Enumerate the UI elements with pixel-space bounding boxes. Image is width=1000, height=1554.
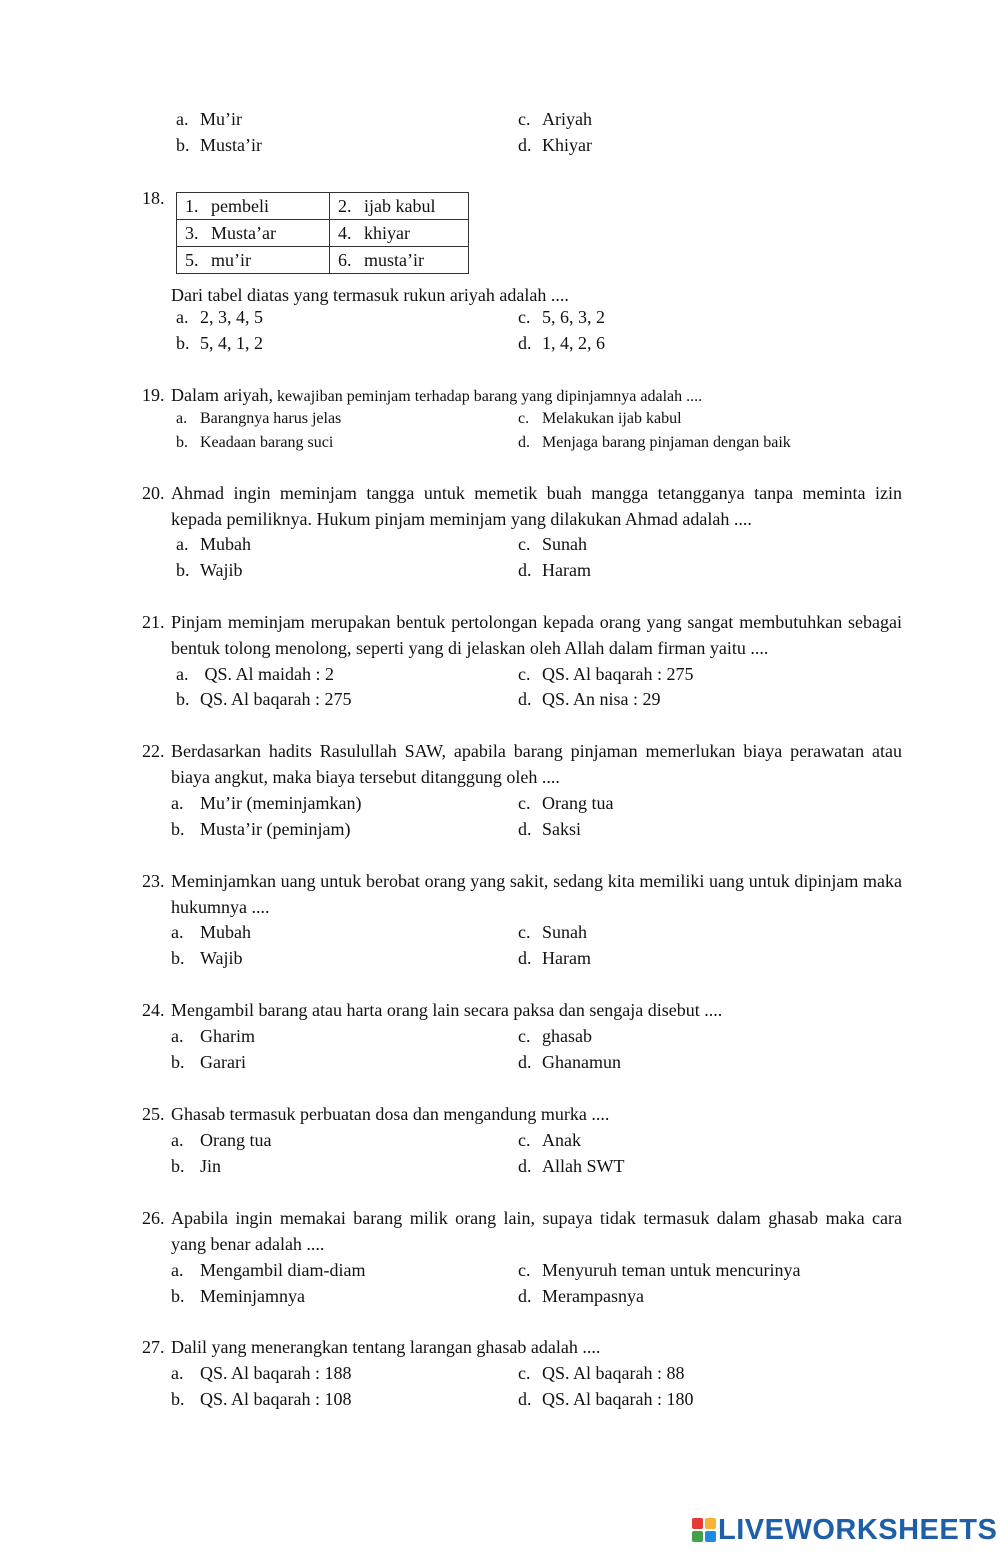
table-cell: 1. pembeli xyxy=(177,193,330,220)
q23-row-1 xyxy=(0,919,800,945)
q23-row-2 xyxy=(0,945,800,971)
q17-row-2 xyxy=(0,132,800,158)
table-cell: 4. khiyar xyxy=(330,220,469,247)
q17-option-c[interactable]: c. Ariyah xyxy=(518,109,592,129)
q27-option-a[interactable]: a. QS. Al baqarah : 188 xyxy=(171,1363,352,1383)
q24-text: Mengambil barang atau harta orang lain secara paksa dan sengaja disebut .... xyxy=(171,1000,723,1020)
q27-row-2 xyxy=(0,1386,800,1412)
q23-number: 23. xyxy=(142,871,165,891)
q21-row-2 xyxy=(0,686,800,712)
q22-option-a[interactable]: a. Mu’ir (meminjamkan) xyxy=(171,793,362,813)
q18-row-1 xyxy=(0,304,800,330)
table-cell: 5. mu’ir xyxy=(177,247,330,274)
logo-square-yellow xyxy=(705,1518,716,1529)
q27-number: 27. xyxy=(142,1337,165,1357)
q27-option-b[interactable]: b. QS. Al baqarah : 108 xyxy=(171,1389,352,1409)
logo-square-blue xyxy=(705,1531,716,1542)
q22-row-1 xyxy=(0,790,800,816)
q23-option-c[interactable]: c. Sunah xyxy=(518,922,587,942)
q26-row-1 xyxy=(0,1257,800,1283)
q25-option-d[interactable]: d. Allah SWT xyxy=(518,1156,625,1176)
q20-option-c[interactable]: c. Sunah xyxy=(518,534,587,554)
q22-option-c[interactable]: c. Orang tua xyxy=(518,793,614,813)
q21-row-1 xyxy=(0,661,800,687)
q22-option-d[interactable]: d. Saksi xyxy=(518,819,582,839)
q18-option-c[interactable]: c. 5, 6, 3, 2 xyxy=(518,307,605,327)
q19-text: Dalam ariyah, kewajiban peminjam terhadap barang yang dipinjamnya adalah .... xyxy=(171,385,703,405)
liveworksheets-logo-text: LIVEWORKSHEETS xyxy=(718,1514,998,1546)
q20-option-d[interactable]: d. Haram xyxy=(518,560,591,580)
q23-option-a[interactable]: a. Mubah xyxy=(171,922,251,942)
q17-row-1 xyxy=(0,106,800,132)
q20-text: Ahmad ingin meminjam tangga untuk memetik buah mangga tetangganya tanpa meminta izin kepada pemiliknya. Hukum pinjam meminjam yang dilakukan Ahmad adalah .... xyxy=(171,483,902,529)
q20-number: 20. xyxy=(142,483,165,503)
q27-row-1 xyxy=(0,1360,800,1386)
q20-row-1 xyxy=(0,531,800,557)
q19-row-2 xyxy=(0,430,800,456)
q17-option-b[interactable]: b. Musta’ir xyxy=(176,135,262,155)
table-cell: 6. musta’ir xyxy=(330,247,469,274)
table-row xyxy=(177,247,469,274)
table-cell: 3. Musta’ar xyxy=(177,220,330,247)
q25-row-1 xyxy=(0,1127,800,1153)
q24-option-d[interactable]: d. Ghanamun xyxy=(518,1052,621,1072)
q19-option-a[interactable]: a. Barangnya harus jelas xyxy=(176,410,342,427)
logo-square-red xyxy=(692,1518,703,1529)
q25-option-a[interactable]: a. Orang tua xyxy=(171,1130,272,1150)
q21-option-b[interactable]: b. QS. Al baqarah : 275 xyxy=(176,689,352,709)
q26-text: Apabila ingin memakai barang milik orang lain, supaya tidak termasuk dalam ghasab maka cara yang benar adalah .... xyxy=(171,1208,902,1254)
q20-option-b[interactable]: b. Wajib xyxy=(176,560,243,580)
liveworksheets-logo-icon xyxy=(692,1518,716,1542)
q20-row-2 xyxy=(0,557,800,583)
q18-option-b[interactable]: b. 5, 4, 1, 2 xyxy=(176,333,263,353)
q18-option-a[interactable]: a. 2, 3, 4, 5 xyxy=(176,307,263,327)
q19-option-c[interactable]: c. Melakukan ijab kabul xyxy=(518,410,682,427)
q19-option-b[interactable]: b. Keadaan barang suci xyxy=(176,434,334,451)
q22-number: 22. xyxy=(142,741,165,761)
q22-row-2 xyxy=(0,816,800,842)
table-row xyxy=(177,193,469,220)
q23-option-b[interactable]: b. Wajib xyxy=(171,948,243,968)
q27-option-d[interactable]: d. QS. Al baqarah : 180 xyxy=(518,1389,694,1409)
q26-row-2 xyxy=(0,1283,800,1309)
q23-text: Meminjamkan uang untuk berobat orang yang sakit, sedang kita memiliki uang untuk dipinjam maka hukumnya .... xyxy=(171,871,902,917)
table-cell: 2. ijab kabul xyxy=(330,193,469,220)
q24-option-c[interactable]: c. ghasab xyxy=(518,1026,592,1046)
q24-number: 24. xyxy=(142,1000,165,1020)
q26-option-c[interactable]: c. Menyuruh teman untuk mencurinya xyxy=(518,1260,801,1280)
q22-option-b[interactable]: b. Musta’ir (peminjam) xyxy=(171,819,351,839)
q25-number: 25. xyxy=(142,1104,165,1124)
q24-row-2 xyxy=(0,1049,800,1075)
q25-option-c[interactable]: c. Anak xyxy=(518,1130,581,1150)
q21-option-d[interactable]: d. QS. An nisa : 29 xyxy=(518,689,661,709)
q19-number: 19. xyxy=(142,385,165,405)
q27-text: Dalil yang menerangkan tentang larangan ghasab adalah .... xyxy=(171,1337,601,1357)
q17-option-a[interactable]: a. Mu’ir xyxy=(176,109,242,129)
q24-option-b[interactable]: b. Garari xyxy=(171,1052,246,1072)
q17-option-d[interactable]: d. Khiyar xyxy=(518,135,592,155)
q26-option-d[interactable]: d. Merampasnya xyxy=(518,1286,644,1306)
q20-option-a[interactable]: a. Mubah xyxy=(176,534,251,554)
table-row xyxy=(177,220,469,247)
q26-option-b[interactable]: b. Meminjamnya xyxy=(171,1286,305,1306)
q25-row-2 xyxy=(0,1153,800,1179)
q25-text: Ghasab termasuk perbuatan dosa dan mengandung murka .... xyxy=(171,1104,610,1124)
q18-table xyxy=(176,192,469,274)
logo-square-green xyxy=(692,1531,703,1542)
q18-text: Dari tabel diatas yang termasuk rukun ariyah adalah .... xyxy=(171,285,569,305)
q19-option-d[interactable]: d. Menjaga barang pinjaman dengan baik xyxy=(518,434,791,451)
q24-row-1 xyxy=(0,1023,800,1049)
q18-option-d[interactable]: d. 1, 4, 2, 6 xyxy=(518,333,605,353)
q24-option-a[interactable]: a. Gharim xyxy=(171,1026,255,1046)
q27-option-c[interactable]: c. QS. Al baqarah : 88 xyxy=(518,1363,685,1383)
liveworksheets-logo[interactable] xyxy=(692,1512,997,1548)
q25-option-b[interactable]: b. Jin xyxy=(171,1156,222,1176)
q19-row-1 xyxy=(0,406,800,432)
q21-option-c[interactable]: c. QS. Al baqarah : 275 xyxy=(518,664,694,684)
q23-option-d[interactable]: d. Haram xyxy=(518,948,591,968)
q18-number: 18. xyxy=(142,188,165,208)
q21-text: Pinjam meminjam merupakan bentuk pertolongan kepada orang yang sangat membutuhkan sebagai bentuk tolong menolong, seperti yang di jelaskan oleh Allah dalam firman yaitu .... xyxy=(171,612,902,658)
q21-option-a[interactable]: a. QS. Al maidah : 2 xyxy=(176,664,334,684)
q21-number: 21. xyxy=(142,612,165,632)
q26-option-a[interactable]: a. Mengambil diam-diam xyxy=(171,1260,366,1280)
q18-row-2 xyxy=(0,330,800,356)
q22-text: Berdasarkan hadits Rasulullah SAW, apabila barang pinjaman memerlukan biaya perawatan atau biaya angkut, maka biaya tersebut ditanggung oleh .... xyxy=(171,741,902,787)
q26-number: 26. xyxy=(142,1208,165,1228)
